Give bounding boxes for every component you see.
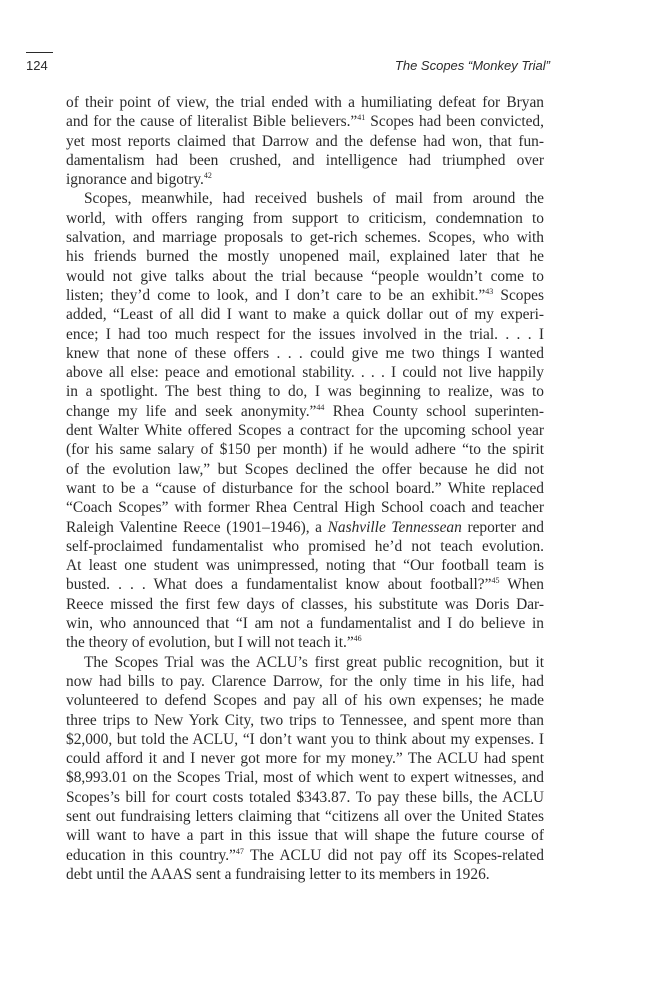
text-line: [66, 575, 544, 594]
text-line: [66, 614, 544, 633]
text-run: added, “Least of all did I want to make a quick dollar out of my experi-: [66, 306, 544, 324]
text-run: Scopes had been convicted,: [365, 113, 544, 131]
text-run: of the evolution law,” but Scopes declined the offer because he did not: [66, 460, 544, 478]
text-run: sent out fundraising letters claiming that “citizens all over the United States: [66, 807, 544, 825]
text-run: Reece missed the first few days of classes, his substitute was Doris Dar-: [66, 595, 544, 613]
text-run: listen; they’d come to look, and I don’t care to be an exhibit.”: [66, 286, 486, 304]
text-run: $8,993.01 on the Scopes Trial, most of which went to expert witnesses, and: [66, 769, 544, 787]
text-run: the theory of evolution, but I will not teach it.”: [66, 634, 354, 652]
text-line: [66, 691, 544, 710]
text-run: At least one student was unimpressed, noting that “Our football team is: [66, 557, 544, 575]
text-line: [66, 93, 544, 112]
text-run: of their point of view, the trial ended with a humiliating defeat for Bryan: [66, 94, 544, 111]
text-line: [66, 363, 544, 382]
text-line: [66, 788, 544, 807]
paragraph: [66, 189, 544, 652]
text-line: [66, 460, 544, 479]
text-line: [66, 672, 544, 691]
footnote-marker: 41: [357, 113, 366, 123]
text-line: [66, 749, 544, 768]
text-run: ence; I had too much respect for the issues involved in the trial. . . . I: [66, 325, 544, 343]
text-run: change my life and seek anonymity.”: [66, 402, 317, 420]
text-line: [66, 228, 544, 247]
text-run: will want to have a part in this issue that will shape the future course of: [66, 827, 544, 845]
text-line: [66, 440, 544, 459]
text-line: [66, 730, 544, 749]
footnote-marker: 42: [203, 171, 212, 181]
text-run: The Scopes Trial was the ACLU’s first great public recognition, but it: [84, 653, 544, 671]
text-line: [66, 247, 544, 266]
text-run: self-proclaimed fundamentalist who promised he’d not teach evolution.: [66, 537, 544, 555]
text-run: salvation, and marriage proposals to get-rich schemes. Scopes, who with: [66, 229, 544, 247]
text-line: [66, 112, 544, 131]
text-run: his friends burned the mostly unopened mail, explained later that he: [66, 248, 544, 266]
text-run: damentalism had been crushed, and intelligence had triumphed over: [66, 151, 544, 169]
footnote-marker: 45: [491, 576, 500, 586]
text-line: [66, 633, 544, 652]
footnote-marker: 43: [485, 286, 494, 296]
italic-title: Nashville Tennessean: [327, 518, 462, 536]
text-run: “Coach Scopes” with former Rhea Central High School coach and teacher: [66, 499, 544, 517]
text-line: [66, 421, 544, 440]
body-text: [66, 93, 544, 884]
footnote-marker: 46: [353, 634, 362, 644]
footnote-marker: 47: [235, 846, 244, 856]
text-run: now had bills to pay. Clarence Darrow, for the only time in his life, had: [66, 672, 544, 690]
footnote-marker: 44: [316, 402, 325, 412]
text-run: want to be a “cause of disturbance for the school board.” White replaced: [66, 479, 544, 497]
text-line: [66, 382, 544, 401]
text-line: [66, 556, 544, 575]
text-run: busted. . . . What does a fundamentalist know about football?”: [66, 576, 492, 594]
text-run: knew that none of these offers . . . could give me two things I wanted: [66, 344, 544, 362]
text-line: [66, 479, 544, 498]
text-run: Scopes, meanwhile, had received bushels of mail from around the: [84, 190, 544, 208]
text-run: dent Walter White offered Scopes a contract for the upcoming school year: [66, 422, 544, 440]
page-number: 124: [26, 58, 48, 73]
text-run: education in this country.”: [66, 846, 236, 864]
text-line: [66, 189, 544, 208]
text-line: [66, 537, 544, 556]
text-run: Scopes’s bill for court costs totaled $343.87. To pay these bills, the ACLU: [66, 788, 544, 806]
text-line: [66, 595, 544, 614]
text-run: reporter and: [461, 518, 544, 536]
text-line: [66, 498, 544, 517]
running-head: The Scopes “Monkey Trial”: [394, 58, 550, 73]
text-run: in a spotlight. The best thing to do, I was beginning to realize, was to: [66, 383, 544, 401]
text-run: and for the cause of literalist Bible believers.”: [66, 113, 358, 131]
header-rule: [26, 52, 53, 53]
paragraph: [66, 653, 544, 885]
text-line: [66, 402, 544, 421]
text-run: three trips to New York City, two trips to Tennessee, and spent more than: [66, 711, 544, 729]
text-line: [66, 170, 544, 189]
text-run: Raleigh Valentine Reece (1901–1946), a: [66, 518, 328, 536]
text-line: [66, 865, 544, 884]
text-line: [66, 846, 544, 865]
text-run: could afford it and I never got more for my money.” The ACLU had spent: [66, 750, 544, 768]
text-run: world, with offers ranging from support to criticism, condemnation to: [66, 209, 544, 227]
text-line: [66, 768, 544, 787]
text-run: above all else: peace and emotional stability. . . . I could not live happily: [66, 364, 544, 382]
text-line: [66, 325, 544, 344]
text-run: The ACLU did not pay off its Scopes-related: [243, 846, 544, 864]
text-line: [66, 518, 544, 537]
text-line: [66, 711, 544, 730]
text-run: When: [499, 576, 544, 594]
text-run: Rhea County school superinten-: [324, 402, 544, 420]
paragraph: [66, 93, 544, 189]
text-line: [66, 807, 544, 826]
text-run: win, who announced that “I am not a fundamentalist and I do believe in: [66, 615, 544, 633]
text-run: would not give talks about the trial because “people wouldn’t come to: [66, 267, 544, 285]
text-line: [66, 286, 544, 305]
text-run: volunteered to defend Scopes and pay all of his own expenses; he made: [66, 692, 544, 710]
text-run: (for his same salary of $150 per month) if he would adhere “to the spirit: [66, 441, 544, 459]
text-run: Scopes: [493, 286, 544, 304]
text-run: ignorance and bigotry.: [66, 171, 204, 189]
text-line: [66, 344, 544, 363]
text-line: [66, 826, 544, 845]
text-line: [66, 209, 544, 228]
text-run: yet most reports claimed that Darrow and the defense had won, that fun-: [66, 132, 544, 150]
text-run: debt until the AAAS sent a fundraising letter to its members in 1926.: [66, 865, 490, 883]
text-line: [66, 267, 544, 286]
text-line: [66, 132, 544, 151]
text-line: [66, 653, 544, 672]
text-line: [66, 305, 544, 324]
text-line: [66, 151, 544, 170]
text-run: $2,000, but told the ACLU, “I don’t want you to think about my expenses. I: [66, 730, 544, 748]
